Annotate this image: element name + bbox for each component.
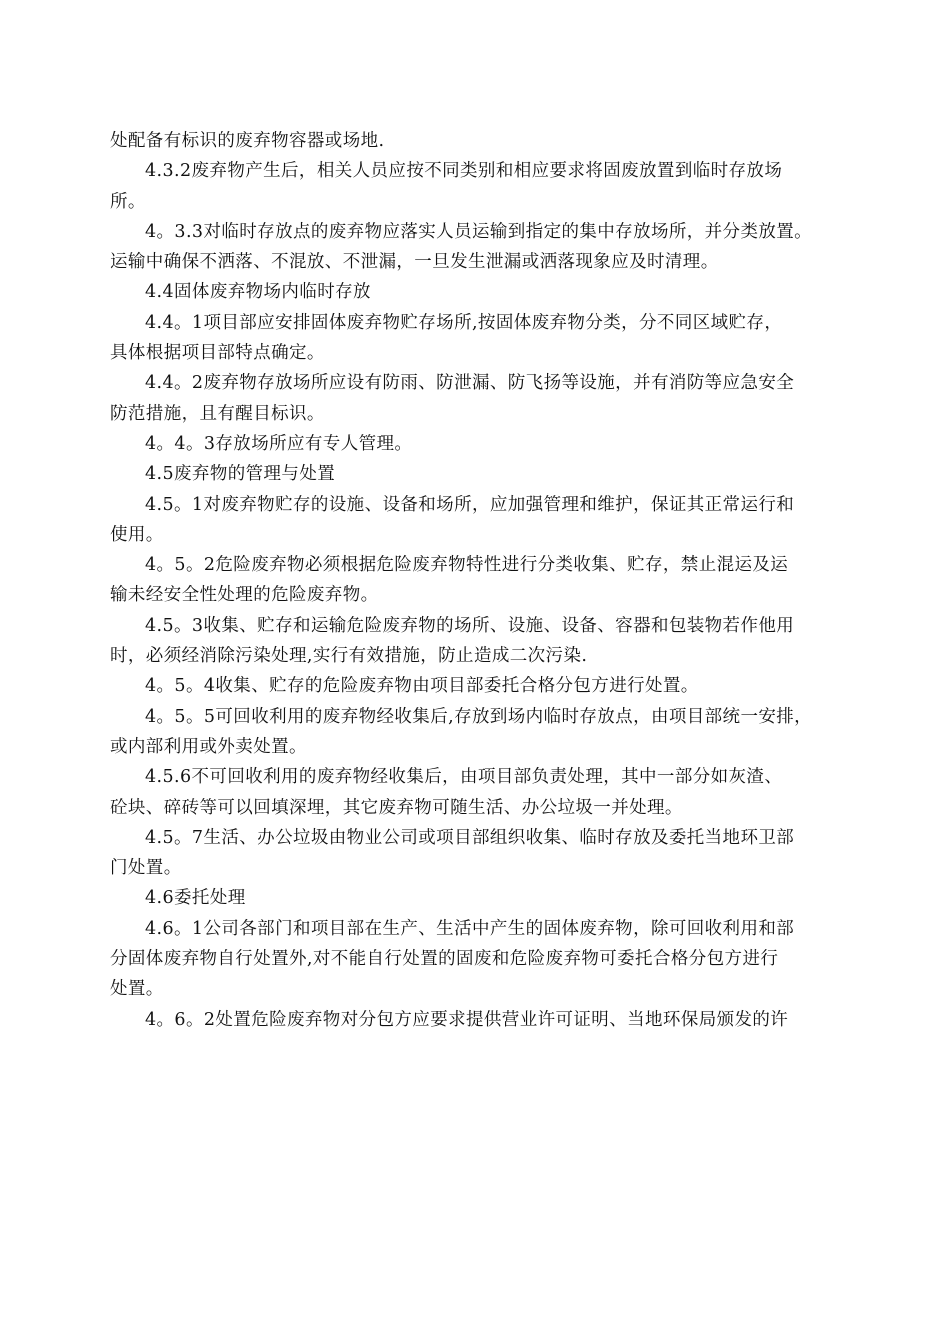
text-line: 运输中确保不洒落、不混放、不泄漏，一旦发生泄漏或洒落现象应及时清理。 (110, 252, 719, 273)
text-line: 防范措施，且有醒目标识。 (110, 403, 325, 424)
text-line: 4。5。2危险废弃物必须根据危险废弃物特性进行分类收集、贮存，禁止混运及运 (145, 555, 789, 576)
text-line: 具体根据项目部特点确定。 (110, 343, 325, 364)
text-line: 4。6。2处置危险废弃物对分包方应要求提供营业许可证明、当地环保局颁发的许 (145, 1009, 789, 1030)
text-line: 处配备有标识的废弃物容器或场地. (110, 131, 385, 151)
text-line: 或内部利用或外卖处置。 (110, 736, 307, 757)
text-line: 4.5。3收集、贮存和运输危险废弃物的场所、设施、设备、容器和包装物若作他用 (145, 615, 795, 636)
text-line: 时，必须经消除污染处理,实行有效措施，防止造成二次污染. (110, 646, 588, 667)
text-line: 4。3.3对临时存放点的废弃物应落实人员运输到指定的集中存放场所，并分类放置。 (145, 221, 813, 242)
document-body (110, 126, 845, 1035)
text-line: 输未经安全性处理的危险废弃物。 (110, 585, 379, 606)
text-line: 处置。 (110, 979, 164, 1000)
text-line: 4。5。5可回收利用的废弃物经收集后,存放到场内临时存放点，由项目部统一安排， (145, 706, 813, 727)
text-line: 4.6。1公司各部门和项目部在生产、生活中产生的固体废弃物，除可回收利用和部 (145, 918, 795, 939)
text-line: 分固体废弃物自行处置外,对不能自行处置的固废和危险废弃物可委托合格分包方进行 (110, 949, 779, 970)
text-line: 使用。 (110, 524, 164, 545)
text-line: 4.4。1项目部应安排固体废弃物贮存场所,按固体废弃物分类，分不同区域贮存， (145, 312, 783, 333)
text-line: 4。5。4收集、贮存的危险废弃物由项目部委托合格分包方进行处置。 (145, 676, 699, 697)
text-line: 门处置。 (110, 858, 182, 879)
section-heading: 4.4固体废弃物场内临时存放 (145, 282, 371, 303)
text-line: 4.5。1对废弃物贮存的设施、设备和场所，应加强管理和维护，保证其正常运行和 (145, 494, 795, 515)
text-line: 4.3.2废弃物产生后，相关人员应按不同类别和相应要求将固废放置到临时存放场 (145, 161, 783, 182)
section-heading: 4.5废弃物的管理与处置 (145, 464, 336, 485)
text-line: 4。4。3存放场所应有专人管理。 (145, 433, 413, 454)
text-line: 砼块、碎砖等可以回填深埋，其它废弃物可随生活、办公垃圾一并处理。 (110, 797, 683, 818)
section-heading: 4.6委托处理 (145, 888, 246, 909)
text-line: 所。 (110, 191, 146, 212)
text-line: 4.4。2废弃物存放场所应设有防雨、防泄漏、防飞扬等设施，并有消防等应急安全 (145, 373, 795, 394)
text-line: 4.5.6不可回收利用的废弃物经收集后，由项目部负责处理，其中一部分如灰渣、 (145, 767, 783, 788)
text-line: 4.5。7生活、办公垃圾由物业公司或项目部组织收集、临时存放及委托当地环卫部 (145, 827, 795, 848)
